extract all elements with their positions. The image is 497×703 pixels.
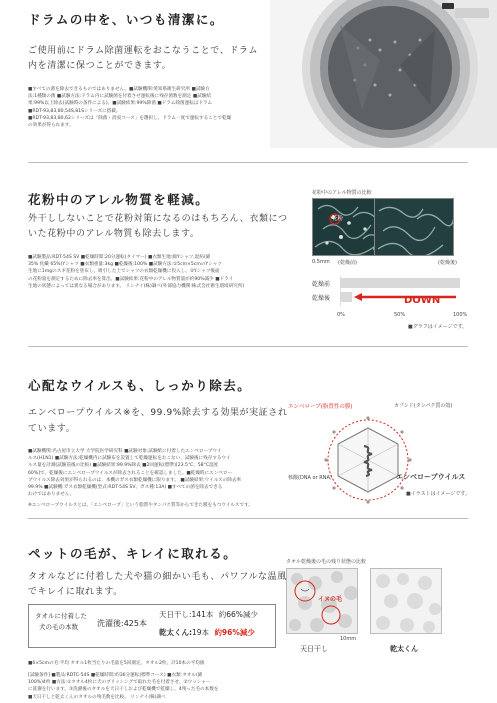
photo-before-caption: (乾燥前) [338, 260, 357, 266]
count-box [28, 604, 276, 648]
envelope-note: ※エンベロープウイルスとは、「エンベロープ」という脂質やタンパク質等からできた膜をもつウイルスです。 [28, 503, 253, 508]
fine-line: ■RDT-93,83,80,62シリーズは「除菌・消臭コース」を選択し、ドラム一度で運転することで乾燥 [28, 115, 232, 121]
before-count [97, 618, 147, 629]
fine-line: 生地の状態によっては異なる場合があります。 リンナイ(株)調べ(外部協力機関:株式会社衛生環境研究所) [28, 283, 245, 289]
label-envelope: エンベロープ(脂質性の膜) [288, 404, 353, 410]
fine-line: ■試験製品:RDT-54S SV ■乾燥時間:20分運転(タイマー) ■衣類生地:綿Yシャツ,混紡(綿 [28, 255, 211, 260]
fine-line: ■天日干しと乾太くんのタオルの残毛数を比較。 リンナイ(株)調べ [28, 694, 166, 700]
fine-line: 35% 化繊 65%)Yシャツ ■衣類重量:3kg ■乾燥後:100% ■試験方法:①5cm×5cmのYシャツ [28, 262, 222, 268]
label-genome: 核酸(DNA or RNA) [288, 475, 332, 481]
photo-after-caption: (乾燥後) [438, 260, 457, 266]
machine-dry-label: 乾太くん: [159, 628, 192, 637]
fine-line: の効果が得られます。 [28, 123, 74, 129]
fine-print-drum [28, 86, 278, 129]
fine-line: 生地に1mgのスギ花粉を塗布し、吸引した上でシャツの衣類乾燥機に投入し、②Yシャツ後面 [28, 269, 220, 275]
down-arrow-head [354, 293, 362, 301]
fine-line: ルス量を計測(試験前後の比較) ■試験結果:99.9%除去 ■2回運転(標準)[23.5℃、58°C湿度 [28, 463, 219, 469]
drum-photo [270, 0, 497, 148]
box-label-1: タオルに付着した [35, 612, 87, 620]
fine-line: ■試験機関:名古屋市立大学 大学院医学研究科 ■試験対象:試験紙に付着したエンベロープウイ [28, 449, 222, 454]
bar-before [340, 278, 460, 288]
fine-line: 法:1種類の菌 ■試験方法:ドラム内に試験菌を付着させ運転後に残存菌数を測定 ■試験結 [28, 94, 211, 100]
towel-machine-dried [370, 568, 442, 634]
pollen-bar-chart [340, 276, 464, 310]
fine-print-pet-top: ■6×5cmの毛:平均 タオル1枚当たりの毛量を5回測定。タオル2枚、計10本の平均値 [28, 661, 205, 666]
before-count-label: 洗濯後: [97, 619, 124, 628]
down-label: DOWN [404, 295, 441, 306]
comparison-title: タオル乾燥後の毛の残り状態の比較 [286, 559, 367, 565]
fine-line: 60%]で、乾燥後にエンベロープウイルスが除去されることを確認しました。■乾燥時にエンベロー [28, 470, 233, 476]
fine-line: に洗濯を行います。③洗濯後のタオルを天日干しおよび乾燥機で乾燥し、4残った毛の本数を [28, 687, 219, 693]
section-heading-pollen: 花粉中のアレル物質を軽減。 [28, 192, 210, 207]
chart-title: 花粉中のアレル物質の比較 [312, 190, 372, 196]
lead-line-1: ご使用前にドラム除菌運転をおこなうことで、ドラム [28, 46, 259, 56]
label-capsid: カプシド(タンパク質の殻) [394, 403, 453, 409]
fine-line: ■RDT-93,83,80,54S,81Sシリーズに搭載。 [28, 108, 121, 114]
machine-dry-count [159, 627, 255, 638]
divider [28, 518, 468, 519]
machine-dry-pct: 約96%減少 [214, 628, 255, 637]
virus-illustration [318, 410, 418, 510]
fine-line: プウイルス除去効果が得られるのは、本機のガス衣類乾燥機に限ります。 ■試験結果:ウイルスの除去率 [28, 477, 242, 483]
before-count-value: 425本 [123, 619, 147, 628]
divider [28, 162, 468, 163]
fine-line: の花粉量を測定するために除去率を算出。■試験結果:花粉中のアレル物質量が約90%減少 ■ドライ [28, 276, 234, 282]
sun-dry-value: 141本 [191, 610, 214, 619]
bar-label-after: 乾燥後 [312, 295, 331, 302]
box-label-2: 犬の毛の本数 [39, 623, 78, 631]
fine-print-pet [28, 672, 278, 701]
lead-line-2: いた花粉中のアレル物質も除去します。 [28, 229, 200, 239]
scale-caption: 0.5mm [312, 259, 330, 265]
axis-tick-100: 100% [453, 312, 468, 318]
lead-line-1: 外干ししないことで花粉対策になるのはもちろん、衣類につ [28, 214, 288, 224]
label-sun-dried: 天日干し [300, 645, 328, 653]
dog-hair-tag: イヌの毛 [318, 596, 343, 603]
sun-dry-count [159, 609, 258, 620]
machine-dry-value: 19本 [192, 628, 210, 637]
photo-after [374, 198, 454, 256]
lead-line-2: でキレイに取れます。 [28, 587, 123, 597]
fine-line: ルス(H1N1) ■試験方法:乾燥機内に試験布を設置して乾燥運転をおこない、試験後に残存するウイ [28, 456, 231, 462]
pollen-section [0, 170, 497, 345]
fine-line: 果:99%以上除去(試験時の条件による)。■試験結果:99%除菌 ■ドラム除菌運転はドラム [28, 101, 213, 107]
fine-line: [試験条件] ■製品:RDTC-54S ■乾燥時間:約36分運転(標準コース) ■衣類:タオル(綿 [28, 673, 203, 678]
label-machine-dried: 乾太くん [390, 645, 418, 653]
fine-print-virus [28, 448, 278, 498]
label-virus: エンベロープウイルス [396, 473, 466, 481]
fine-line: わけではありません。 [28, 492, 75, 498]
lead-line-2: 内を清潔に保つことができます。 [28, 61, 172, 71]
bar-after [340, 292, 352, 302]
lead-line-1: エンベロープウイルス※を、99.9%除去する効果が実証され [28, 408, 288, 418]
drum-section [0, 0, 497, 160]
section-heading-pet: ペットの毛が、キレイに取れる。 [28, 546, 238, 561]
graph-note: ■グラフはイメージです。 [408, 324, 468, 330]
virus-section [0, 350, 497, 525]
pollen-tag: 花粉 [332, 216, 344, 222]
section-heading-drum: ドラムの中を、いつも清潔に。 [28, 12, 224, 27]
lead-line-1: タオルなどに付着した犬や猫の細かい毛も、パワフルな温風 [28, 572, 287, 582]
lead-line-2: ています。 [28, 424, 76, 434]
bar-label-before: 乾燥前 [312, 281, 331, 288]
fine-line: ■すべての菌を除去できるものではありません。■試験機関:愛知県衛生研究所 ■試験方 [28, 87, 210, 92]
illustration-note: ■イラストはイメージです。 [406, 491, 471, 497]
section-heading-virus: 心配なウイルスも、しっかり除去。 [28, 378, 252, 393]
axis-tick-50: 50% [394, 312, 406, 318]
comparison-scale: 10mm [340, 636, 357, 642]
fine-print-pollen [28, 254, 278, 290]
axis-tick-0: 0% [337, 312, 345, 318]
divider [28, 346, 468, 347]
fine-line: 100%)4枚 ■方法:①タオル4枚に犬のブリッシングで取れた毛を付着させ、②ウッシャー [28, 680, 211, 686]
sun-dry-label: 天日干し: [159, 610, 192, 619]
pet-hair-section [0, 522, 497, 703]
sun-dry-pct: 約66%減少 [218, 610, 258, 619]
fine-line: 99.9% ■試験機:ガス衣類乾燥機(型式:RDT-54S SV、ガス種:13A) ■すべての菌を除去できる [28, 485, 223, 491]
